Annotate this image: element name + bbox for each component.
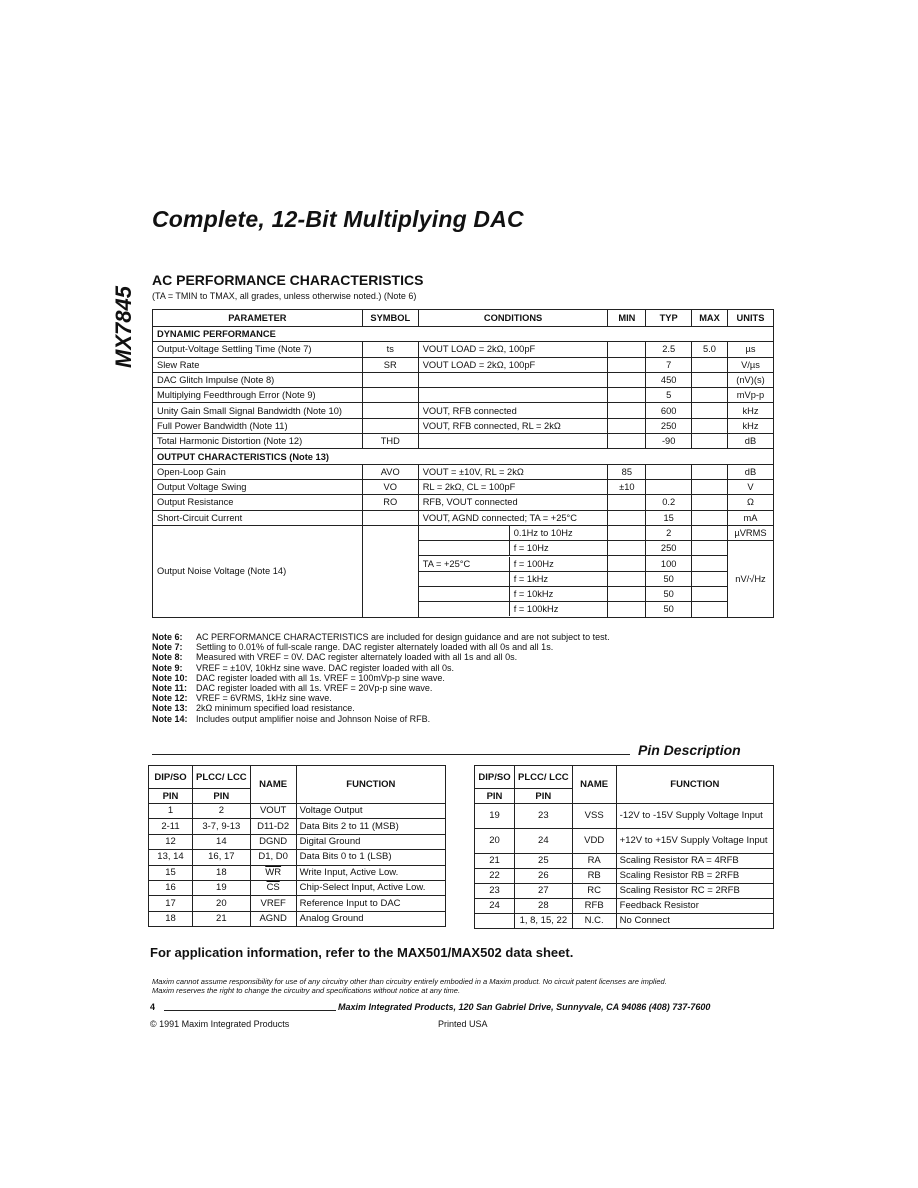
cell-typ: 2.5 [646,342,692,357]
note-item [152,673,610,683]
noise-frequency-condition: 0.1Hz to 10Hz [509,526,608,540]
side-part-number [106,272,142,382]
note-label: Note 11: [152,683,188,694]
col-header-name: NAME [572,766,616,804]
cell-symbol: AVO [362,464,418,479]
part-number-label: MX7845 [111,286,136,368]
cell-conditions: VOUT, RFB connected [418,403,608,418]
cell-pin-function: Scaling Resistor RC = 2RFB [616,884,773,899]
copyright: © 1991 Maxim Integrated Products [150,1019,290,1029]
noise-frequency-condition: f = 100Hz [509,557,608,571]
cell-pin-function: Write Input, Active Low. [296,865,445,880]
noise-frequency-condition: f = 1kHz [509,572,608,586]
cell-typ: 15 [646,510,692,525]
note-label: Note 7: [152,642,183,653]
cell-min [608,372,646,387]
cell-min: ±10 [608,479,646,494]
cell-dip-so-pin: 19 [475,804,515,829]
cell-dip-so-pin: 1 [149,804,193,819]
cell-plcc-lcc-pin: 3-7, 9-13 [193,819,251,834]
note-item [152,683,610,693]
cell-min [608,541,646,556]
table-row [149,865,446,880]
pin-section-rule [152,754,630,755]
noise-temperature-condition [419,602,509,616]
table-row [475,869,774,884]
note-item [152,652,610,662]
cell-max [692,403,728,418]
cell-dip-so-pin: 15 [149,865,193,880]
cell-units: mA [727,510,773,525]
cell-dip-so-pin: 2-11 [149,819,193,834]
cell-min [608,587,646,602]
noise-frequency-condition: f = 10Hz [509,541,608,555]
cell-max [692,434,728,449]
cell-pin-function: Feedback Resistor [616,899,773,914]
cell-max [692,556,728,571]
col-header-function: FUNCTION [296,766,445,804]
cell-max [692,479,728,494]
cell-symbol [362,388,418,403]
cell-max [692,495,728,510]
cell-dip-so-pin [475,914,515,929]
cell-conditions [418,541,608,556]
cell-dip-so-pin: 17 [149,896,193,911]
note-item [152,693,610,703]
note-item [152,642,610,652]
cell-typ: 50 [646,602,692,617]
footer-rule [164,1010,336,1011]
cell-typ: 100 [646,556,692,571]
cell-pin-function: No Connect [616,914,773,929]
cell-units: dB [727,464,773,479]
cell-pin-name: VREF [250,896,296,911]
cell-units: V/µs [727,357,773,372]
col-header-symbol: SYMBOL [362,310,418,327]
note-label: Note 10: [152,672,188,683]
cell-pin-function: Analog Ground [296,911,445,926]
cell-max [692,602,728,617]
cell-plcc-lcc-pin: 23 [515,804,573,829]
cell-symbol [362,418,418,433]
cell-pin-name: RFB [572,899,616,914]
cell-max [692,571,728,586]
cell-min [608,388,646,403]
cell-symbol: ts [362,342,418,357]
cell-min [608,342,646,357]
cell-units: µVRMS [727,525,773,540]
disclaimer-line: Maxim cannot assume responsibility for use of any circuitry other than circuitry entirely embodied in a Maxim product. No circuit patent licenses are implied. [152,977,667,986]
cell-min [608,357,646,372]
cell-conditions [418,571,608,586]
cell-typ [646,479,692,494]
cell-typ: 600 [646,403,692,418]
cell-units: kHz [727,403,773,418]
cell-dip-so-pin: 12 [149,834,193,849]
table-row [153,479,774,494]
group-output-characteristics: OUTPUT CHARACTERISTICS (Note 13) [153,449,774,464]
note-label: Note 6: [152,632,183,642]
cell-pin-function: +12V to +15V Supply Voltage Input [616,829,773,854]
col-header-function: FUNCTION [616,766,773,804]
cell-dip-so-pin: 20 [475,829,515,854]
cell-plcc-lcc-pin: 24 [515,829,573,854]
cell-dip-so-pin: 24 [475,899,515,914]
ac-characteristics-table [152,309,774,618]
cell-pin-function: Reference Input to DAC [296,896,445,911]
table-row [149,819,446,834]
col-header-plcc-lcc: PLCC/ LCC [515,766,573,789]
table-row [153,403,774,418]
note-item [152,714,610,724]
cell-plcc-lcc-pin: 18 [193,865,251,880]
pin-table-left [148,765,446,927]
cell-conditions: VOUT LOAD = 2kΩ, 100pF [418,357,608,372]
cell-pin-name: $\overline{CS}$ [250,880,296,895]
table-row [475,914,774,929]
cell-min [608,403,646,418]
group-row [153,449,774,464]
cell-conditions: VOUT = ±10V, RL = 2kΩ [418,464,608,479]
table-row [475,884,774,899]
note-text: Measured with VREF = 0V. DAC register alternately loaded with all 1s and all 0s. [196,652,518,663]
cell-dip-so-pin: 21 [475,854,515,869]
cell-parameter: Multiplying Feedthrough Error (Note 9) [153,388,363,403]
cell-symbol: RO [362,495,418,510]
table-row [153,357,774,372]
cell-max [692,388,728,403]
cell-parameter: Slew Rate [153,357,363,372]
cell-min [608,602,646,617]
cell-symbol [362,372,418,387]
cell-pin-function: Scaling Resistor RB = 2RFB [616,869,773,884]
cell-min [608,571,646,586]
table-row [149,834,446,849]
table-row [153,464,774,479]
noise-temperature-condition [419,587,509,601]
note-text: VREF = 6VRMS, 1kHz sine wave. [196,693,332,704]
col-header-dip-so: DIP/SO [475,766,515,789]
note-label: Note 8: [152,652,183,663]
cell-pin-function: -12V to -15V Supply Voltage Input [616,804,773,829]
cell-parameter: Unity Gain Small Signal Bandwidth (Note 10) [153,403,363,418]
noise-temperature-condition [419,541,509,555]
pin-section-title: Pin Description [638,742,741,758]
table-row [153,418,774,433]
cell-conditions [418,388,608,403]
cell-typ: 450 [646,372,692,387]
col-header-parameter: PARAMETER [153,310,363,327]
cell-max [692,372,728,387]
cell-conditions [418,556,608,571]
col-subheader-pin: PIN [475,789,515,804]
col-header-max: MAX [692,310,728,327]
col-subheader-pin: PIN [515,789,573,804]
cell-pin-name: D1, D0 [250,850,296,865]
cell-pin-name: RB [572,869,616,884]
cell-parameter: Output-Voltage Settling Time (Note 7) [153,342,363,357]
cell-units: V [727,479,773,494]
cell-conditions: VOUT, RFB connected, RL = 2kΩ [418,418,608,433]
table-row [153,372,774,387]
table-row [153,434,774,449]
cell-plcc-lcc-pin: 19 [193,880,251,895]
cell-min [608,495,646,510]
table-row [475,899,774,914]
table-row [153,342,774,357]
col-header-min: MIN [608,310,646,327]
cell-typ: 2 [646,525,692,540]
printed-location: Printed USA [438,1019,488,1029]
cell-pin-name: DGND [250,834,296,849]
ac-section-title: AC PERFORMANCE CHARACTERISTICS [152,272,424,288]
cell-max [692,525,728,540]
page-number: 4 [150,1002,156,1012]
cell-typ: -90 [646,434,692,449]
cell-dip-so-pin: 18 [149,911,193,926]
table-row [153,388,774,403]
cell-parameter: DAC Glitch Impulse (Note 8) [153,372,363,387]
cell-symbol: SR [362,357,418,372]
cell-conditions [418,602,608,617]
note-text: Settling to 0.01% of full-scale range. DAC register alternately loaded with all 0s and all 1s. [196,642,554,653]
note-text: AC PERFORMANCE CHARACTERISTICS are included for design guidance and are not subject to test. [196,632,610,642]
col-subheader-pin: PIN [149,789,193,804]
cell-plcc-lcc-pin: 27 [515,884,573,899]
cell-symbol [362,510,418,525]
cell-pin-function: Digital Ground [296,834,445,849]
cell-parameter: Open-Loop Gain [153,464,363,479]
cell-units: dB [727,434,773,449]
table-row [475,829,774,854]
table-row [153,495,774,510]
cell-typ: 0.2 [646,495,692,510]
pin-header-row [475,766,774,789]
cell-min [608,510,646,525]
cell-pin-name: $\overline{WR}$ [250,865,296,880]
company-address: Maxim Integrated Products, 120 San Gabriel Drive, Sunnyvale, CA 94086 (408) 737-7600 [338,1002,711,1012]
ac-section-subtitle: (TA = TMIN to TMAX, all grades, unless otherwise noted.) (Note 6) [152,291,417,301]
cell-conditions: RL = 2kΩ, CL = 100pF [418,479,608,494]
note-text: 2kΩ minimum specified load resistance. [196,703,355,714]
cell-pin-name: AGND [250,911,296,926]
noise-row [153,525,774,540]
col-header-typ: TYP [646,310,692,327]
col-header-conditions: CONDITIONS [418,310,608,327]
note-text: DAC register loaded with all 1s. VREF = 100mVp-p sine wave. [196,672,445,683]
col-header-name: NAME [250,766,296,804]
cell-typ: 250 [646,541,692,556]
cell-pin-function: Data Bits 2 to 11 (MSB) [296,819,445,834]
cell-min: 85 [608,464,646,479]
cell-min [608,434,646,449]
table-row [149,896,446,911]
note-text: Includes output amplifier noise and Johnson Noise of RFB. [196,713,431,724]
cell-conditions [418,434,608,449]
cell-max [692,357,728,372]
cell-parameter: Output Noise Voltage (Note 14) [153,525,363,617]
cell-plcc-lcc-pin: 2 [193,804,251,819]
cell-pin-function: Chip-Select Input, Active Low. [296,880,445,895]
note-item [152,663,610,673]
noise-temperature-condition: TA = +25°C [422,558,471,569]
cell-conditions [418,587,608,602]
cell-pin-function: Data Bits 0 to 1 (LSB) [296,850,445,865]
cell-conditions [418,525,608,540]
cell-max [692,587,728,602]
table-row [149,880,446,895]
cell-dip-so-pin: 22 [475,869,515,884]
cell-plcc-lcc-pin: 16, 17 [193,850,251,865]
noise-temperature-condition [419,526,509,540]
note-text: DAC register loaded with all 1s. VREF = 20Vp-p sine wave. [196,683,433,694]
cell-symbol [362,525,418,617]
cell-units: nV/√Hz [727,541,773,617]
notes-list [152,632,610,724]
cell-dip-so-pin: 13, 14 [149,850,193,865]
cell-typ: 50 [646,571,692,586]
group-row [153,327,774,342]
cell-symbol: THD [362,434,418,449]
cell-plcc-lcc-pin: 28 [515,899,573,914]
note-text: VREF = ±10V, 10kHz sine wave. DAC register loaded with all 0s. [196,662,454,673]
cell-pin-function: Scaling Resistor RA = 4RFB [616,854,773,869]
cell-typ: 7 [646,357,692,372]
cell-plcc-lcc-pin: 20 [193,896,251,911]
cell-pin-name: RC [572,884,616,899]
cell-plcc-lcc-pin: 21 [193,911,251,926]
cell-max [692,510,728,525]
pin-header-row [149,766,446,789]
cell-plcc-lcc-pin: 14 [193,834,251,849]
cell-pin-name: RA [572,854,616,869]
cell-pin-name: VOUT [250,804,296,819]
cell-pin-name: VSS [572,804,616,829]
cell-symbol: VO [362,479,418,494]
table-row [149,911,446,926]
cell-min [608,525,646,540]
cell-parameter: Full Power Bandwidth (Note 11) [153,418,363,433]
page-title: Complete, 12-Bit Multiplying DAC [152,206,524,232]
cell-plcc-lcc-pin: 26 [515,869,573,884]
cell-pin-name: N.C. [572,914,616,929]
cell-dip-so-pin: 16 [149,880,193,895]
cell-plcc-lcc-pin: 1, 8, 15, 22 [515,914,573,929]
cell-max [692,541,728,556]
cell-units: mVp-p [727,388,773,403]
cell-parameter: Output Voltage Swing [153,479,363,494]
cell-parameter: Total Harmonic Distortion (Note 12) [153,434,363,449]
cell-typ: 5 [646,388,692,403]
cell-conditions [418,372,608,387]
table-row [153,510,774,525]
cell-units: µs [727,342,773,357]
cell-plcc-lcc-pin: 25 [515,854,573,869]
cell-units: (nV)(s) [727,372,773,387]
cell-typ: 250 [646,418,692,433]
cell-max: 5.0 [692,342,728,357]
cell-conditions: RFB, VOUT connected [418,495,608,510]
cell-units: Ω [727,495,773,510]
cell-units: kHz [727,418,773,433]
note-label: Note 13: [152,703,188,714]
cell-typ: 50 [646,587,692,602]
noise-frequency-condition: f = 100kHz [509,602,608,616]
col-header-units: UNITS [727,310,773,327]
cell-pin-name: D11-D2 [250,819,296,834]
cell-conditions: VOUT LOAD = 2kΩ, 100pF [418,342,608,357]
cell-parameter: Output Resistance [153,495,363,510]
table-row [475,804,774,829]
group-dynamic-performance: DYNAMIC PERFORMANCE [153,327,774,342]
note-item [152,632,610,642]
cell-pin-name: VDD [572,829,616,854]
col-subheader-pin: PIN [193,789,251,804]
cell-dip-so-pin: 23 [475,884,515,899]
disclaimer [152,977,667,995]
note-label: Note 14: [152,713,188,724]
ac-header-row [153,310,774,327]
table-row [149,804,446,819]
cell-conditions: VOUT, AGND connected; TA = +25°C [418,510,608,525]
pin-table-right [474,765,774,929]
note-item [152,703,610,713]
col-header-dip-so: DIP/SO [149,766,193,789]
cell-typ [646,464,692,479]
application-note: For application information, refer to the MAX501/MAX502 data sheet. [150,945,574,960]
cell-max [692,418,728,433]
cell-parameter: Short-Circuit Current [153,510,363,525]
noise-frequency-condition: f = 10kHz [509,587,608,601]
cell-max [692,464,728,479]
cell-symbol [362,403,418,418]
cell-min [608,556,646,571]
noise-temperature-condition [419,572,509,586]
cell-min [608,418,646,433]
table-row [475,854,774,869]
table-row [149,850,446,865]
note-label: Note 9: [152,662,183,673]
cell-pin-function: Voltage Output [296,804,445,819]
disclaimer-line: Maxim reserves the right to change the circuitry and specifications without notice at any time. [152,986,461,995]
note-label: Note 12: [152,693,188,704]
col-header-plcc-lcc: PLCC/ LCC [193,766,251,789]
